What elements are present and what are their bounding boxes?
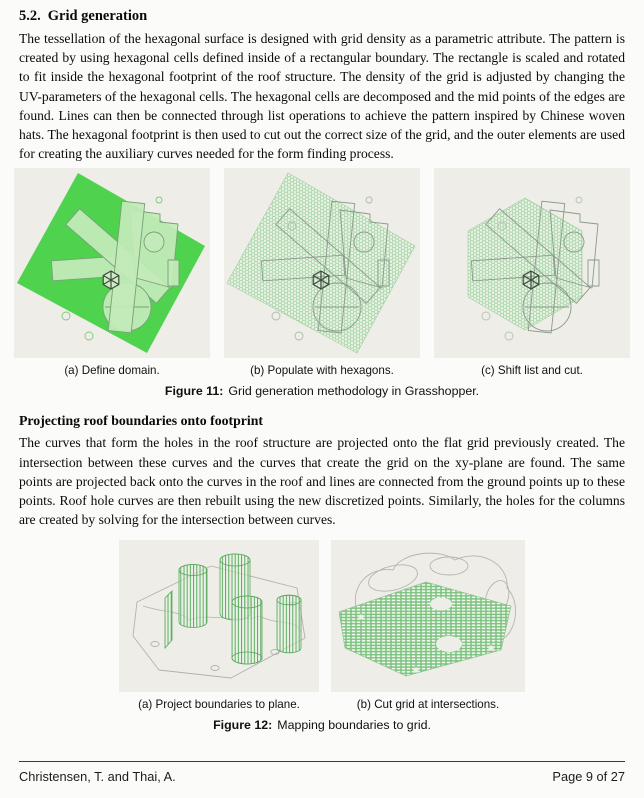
figure11-subcaption-a: (a) Define domain.	[64, 364, 160, 378]
page-footer	[19, 761, 625, 784]
figure11-caption-label: Figure 11:	[164, 384, 224, 399]
figure12-image-project-boundaries	[119, 540, 319, 692]
figure11-subcaption-b: (b) Populate with hexagons.	[250, 364, 394, 378]
figure11-image-populate-hexagons	[224, 168, 420, 358]
figure12-caption-text: Mapping boundaries to grid.	[277, 718, 431, 733]
figure12-subcaption-b: (b) Cut grid at intersections.	[356, 698, 500, 712]
figure12-panel-row	[19, 540, 625, 692]
figure-11	[19, 168, 625, 398]
grid-generation-paragraph: The tessellation of the hexagonal surface is designed with grid density as a parametric attribute. The pattern is created by using hexagonal cells defined inside of a rectangular boundary. The rectangle is scaled and rotated to fit inside the hexagonal footprint of the roof structure. The density of the grid is adjusted by changing the UV-parameters of the hexagonal cells. The hexagonal cells are decomposed and the mid points of the edges are found. Lines can then be connected through list operations to achieve the pattern inspired by Chinese woven hats. The hexagonal footprint is then used to cut out the correct size of the grid, and the outer elements are used for creating the auxiliary curves needed for the form finding process.	[19, 31, 625, 162]
figure11-caption-text: Grid generation methodology in Grasshopper.	[228, 384, 480, 399]
section-title: Grid generation	[47, 8, 148, 24]
figure12-subcaption-a: (a) Project boundaries to plane.	[138, 698, 300, 712]
section-heading	[19, 7, 625, 25]
figure11-panel-row	[19, 168, 625, 358]
projecting-paragraph: The curves that form the holes in the roof structure are projected onto the flat grid previously created. The intersection between these curves and the curves that create the grid on the xy-plane are found. The same points are projected back onto the curves in the roof and lines are connected from the ground points up to these points. Roof hole curves are then rebuilt using the new discretized points. Similarly, the holes for the columns are created by solving for the intersection between curves.	[19, 435, 625, 528]
figure-12	[19, 540, 625, 732]
section-number: 5.2.	[19, 8, 41, 24]
figure12-caption	[19, 718, 625, 732]
footer-page-number: Page 9 of 27	[552, 769, 625, 784]
figure11-subcaptions	[19, 364, 625, 377]
projecting-heading: Projecting roof boundaries onto footprint	[19, 413, 263, 429]
figure11-caption	[19, 384, 625, 398]
footer-authors: Christensen, T. and Thai, A.	[19, 769, 176, 784]
figure12-caption-label: Figure 12:	[213, 718, 273, 733]
figure11-image-shift-list-cut	[434, 168, 630, 358]
figure12-subcaptions	[19, 698, 625, 711]
figure11-image-define-domain	[14, 168, 210, 358]
figure12-image-cut-grid	[331, 540, 525, 692]
figure11-subcaption-c: (c) Shift list and cut.	[481, 364, 583, 378]
